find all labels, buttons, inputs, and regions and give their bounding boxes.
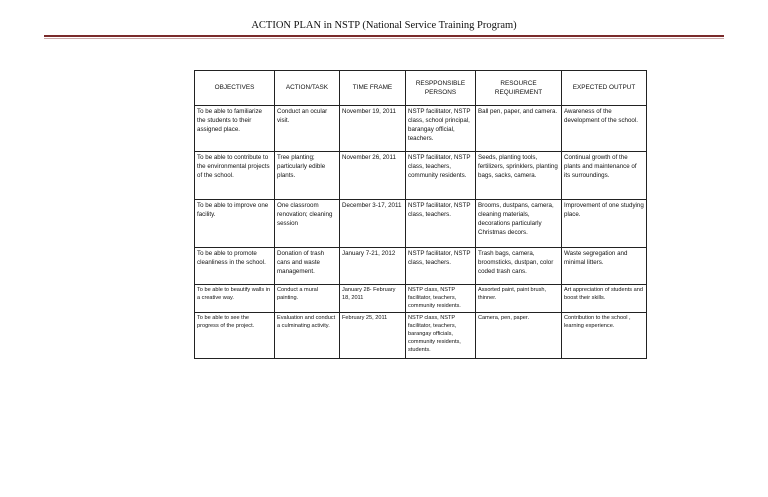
header-time-frame: TIME FRAME (340, 71, 406, 106)
cell-time: November 19, 2011 (340, 106, 406, 152)
cell-output: Contribution to the school , learning experience. (562, 313, 647, 359)
cell-action: Evaluation and conduct a culminating activity. (275, 313, 340, 359)
cell-action: Donation of trash cans and waste management. (275, 248, 340, 285)
cell-resource: Brooms, dustpans, camera, cleaning materials, decorations particularly Christmas decors. (476, 200, 562, 248)
table-row (195, 248, 647, 285)
title-divider-shadow (44, 38, 724, 39)
cell-objective: To be able to beautify walls in a creative way. (195, 285, 275, 313)
cell-resource: Seeds, planting tools, fertilizers, sprinklers, planting bags, sacks, camera. (476, 152, 562, 200)
cell-time: February 25, 2011 (340, 313, 406, 359)
cell-resource: Trash bags, camera, broomsticks, dustpan, color coded trash cans. (476, 248, 562, 285)
cell-time: December 3-17, 2011 (340, 200, 406, 248)
cell-output: Art appreciation of students and boost their skills. (562, 285, 647, 313)
cell-resource: Ball pen, paper, and camera. (476, 106, 562, 152)
table-row (195, 200, 647, 248)
header-objectives: OBJECTIVES (195, 71, 275, 106)
cell-resource: Assorted paint, paint brush, thinner. (476, 285, 562, 313)
cell-persons: NSTP facilitator, NSTP class, teachers. (406, 248, 476, 285)
cell-output: Waste segregation and minimal litters. (562, 248, 647, 285)
cell-time: January 28- February 18, 2011 (340, 285, 406, 313)
cell-persons: NSTP facilitator, NSTP class, teachers. (406, 200, 476, 248)
table-header-row (195, 71, 647, 106)
cell-output: Awareness of the development of the school. (562, 106, 647, 152)
table-row (195, 152, 647, 200)
cell-objective: To be able to improve one facility. (195, 200, 275, 248)
cell-action: Tree planting; particularly edible plants. (275, 152, 340, 200)
cell-objective: To be able to contribute to the environmental projects of the school. (195, 152, 275, 200)
cell-persons: NSTP facilitator, NSTP class, teachers, community residents. (406, 152, 476, 200)
cell-time: November 26, 2011 (340, 152, 406, 200)
document-title: ACTION PLAN in NSTP (National Service Training Program) (251, 20, 517, 31)
header-action-task: ACTION/TASK (275, 71, 340, 106)
cell-output: Improvement of one studying place. (562, 200, 647, 248)
cell-output: Continual growth of the plants and maintenance of its surroundings. (562, 152, 647, 200)
title-divider (44, 35, 724, 37)
header-resource-requirement: RESOURCE REQUIREMENT (476, 71, 562, 106)
cell-objective: To be able to familiarize the students to their assigned place. (195, 106, 275, 152)
action-plan-table (194, 70, 647, 359)
cell-persons: NSTP class, NSTP facilitator, teachers, barangay officials, community residents, students. (406, 313, 476, 359)
cell-resource: Camera, pen, paper. (476, 313, 562, 359)
cell-time: January 7-21, 2012 (340, 248, 406, 285)
cell-persons: NSTP class, NSTP facilitator, teachers, community residents. (406, 285, 476, 313)
cell-action: Conduct an ocular visit. (275, 106, 340, 152)
cell-objective: To be able to promote cleanliness in the school. (195, 248, 275, 285)
cell-persons: NSTP facilitator, NSTP class, school principal, barangay official, teachers. (406, 106, 476, 152)
table-row (195, 285, 647, 313)
header-expected-output: EXPECTED OUTPUT (562, 71, 647, 106)
cell-action: Conduct a mural painting. (275, 285, 340, 313)
table-row (195, 313, 647, 359)
cell-action: One classroom renovation; cleaning session (275, 200, 340, 248)
header-responsible-persons: RESPPONSIBLE PERSONS (406, 71, 476, 106)
cell-objective: To be able to see the progress of the project. (195, 313, 275, 359)
table-row (195, 106, 647, 152)
